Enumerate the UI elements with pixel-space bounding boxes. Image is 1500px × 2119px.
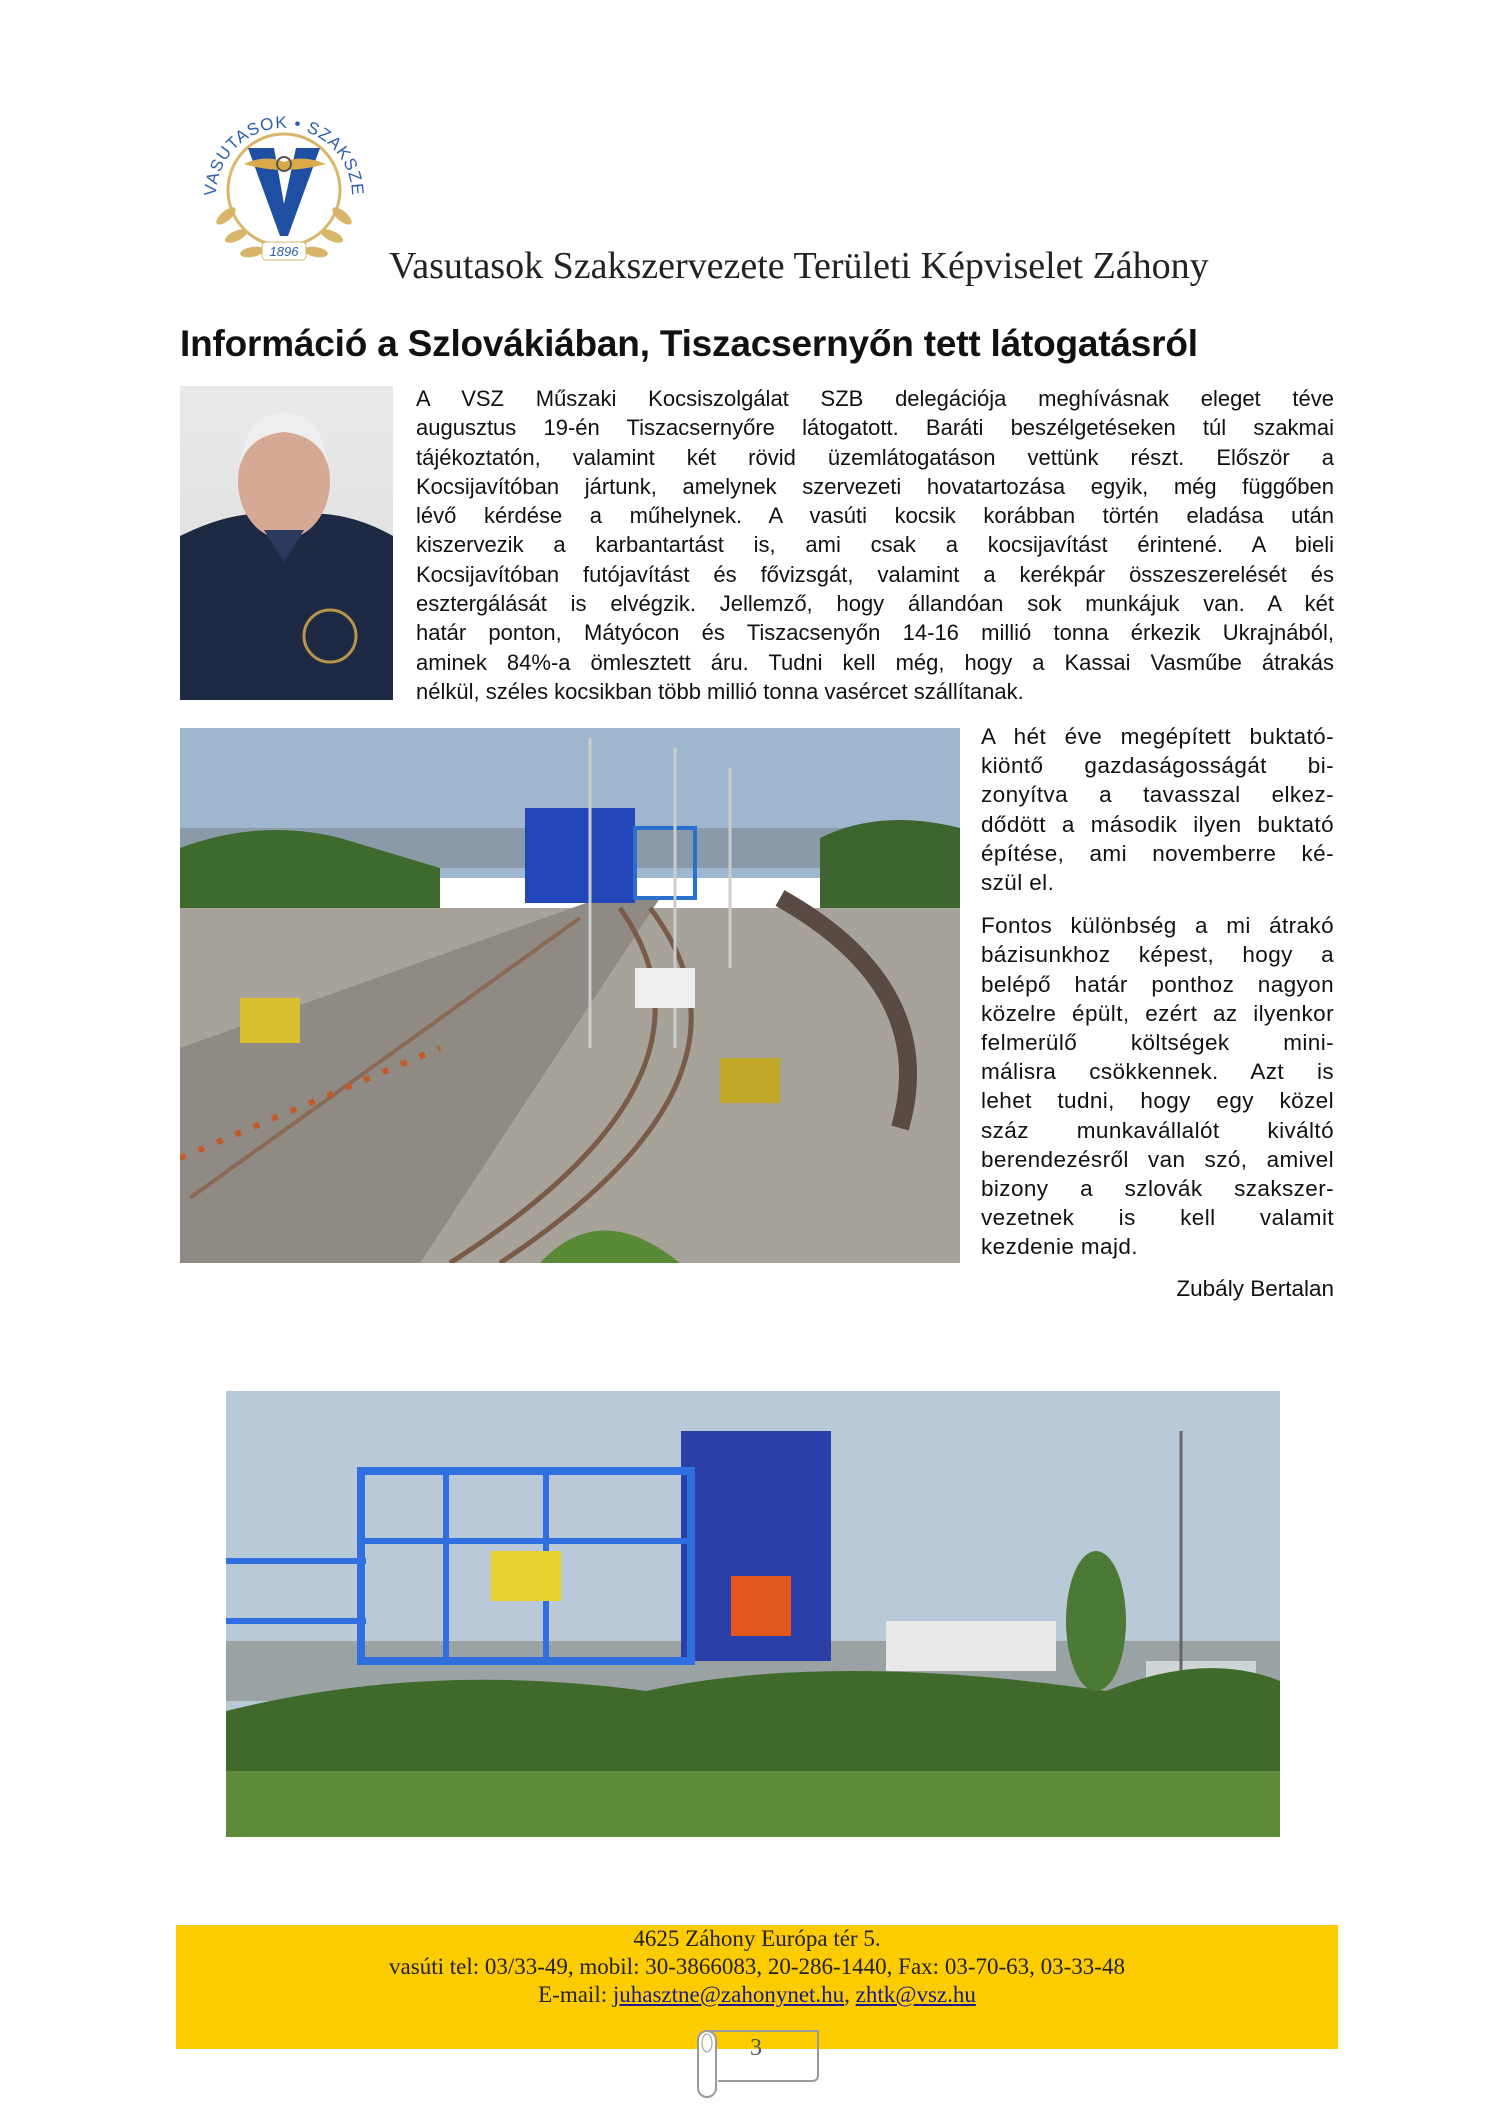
paragraph-difference [981, 911, 1334, 1261]
text-line: kezdenie majd. [981, 1234, 1138, 1260]
svg-text:1896: 1896 [269, 244, 299, 259]
text-line: dődött a második ilyen buktató [981, 811, 1334, 837]
svg-text:VASUTASOK • SZAKSZERVEZETE: VASUTASOK • SZAKSZE [200, 112, 368, 197]
text-line: felmerülő költségek mini- [981, 1030, 1334, 1056]
email-link-zhtk[interactable]: zhtk@vsz.hu [855, 1982, 976, 2007]
text-line: Kocsijavítóban jártunk, amelynek szervezeti hovatartozása egyik, még függőben [416, 473, 1334, 499]
separator: , [844, 1982, 856, 2007]
email-label: E-mail: [538, 1982, 613, 2007]
text-line: tájékoztatón, valamint két rövid üzemlátogatáson vettünk részt. Először a [416, 444, 1334, 470]
text-line: kiöntő gazdaságosságát bi- [981, 753, 1334, 779]
footer-phones: vasúti tel: 03/33-49, mobil: 30-3866083, 20-286-1440, Fax: 03-70-63, 03-33-48 [389, 1954, 1125, 1979]
text-line: bázisunkhoz képest, hogy a [981, 942, 1334, 968]
text-line: közelre épült, ezért az ilyenkor [981, 1000, 1334, 1026]
footer-email-row [176, 1981, 1338, 2009]
organization-name: Vasutasok Szakszervezete Területi Képviselet Záhony [389, 245, 1209, 287]
text-line: esztergálását is elvégzik. Jellemző, hogy állandóan sok munkájuk van. A két [416, 591, 1334, 617]
text-line: Fontos különbség a mi átrakó [981, 913, 1334, 939]
text-line: augusztus 19-én Tiszacsernyőre látogatott. Baráti beszélgetéseken túl szakmai [416, 415, 1334, 441]
text-line: berendezésről van szó, amivel [981, 1146, 1334, 1172]
text-line: száz munkavállalót kiváltó [981, 1117, 1334, 1143]
text-line: lehet tudni, hogy egy közel [981, 1088, 1334, 1114]
text-line: belépő határ ponthoz nagyon [981, 971, 1334, 997]
text-line: szül el. [981, 870, 1055, 896]
article-author: Zubály Bertalan [1176, 1276, 1334, 1301]
author-portrait-photo [180, 386, 393, 700]
article-sidebar-column [981, 722, 1334, 1262]
text-line: A VSZ Műszaki Kocsiszolgálat SZB delegációja meghívásnak eleget téve [416, 386, 1334, 411]
text-line: aminek 84%-a ömlesztett áru. Tudni kell még, hogy a Kassai Vasműbe átrakás [416, 649, 1334, 675]
article-paragraph-intro [416, 384, 1334, 706]
text-line: építése, ami novemberre ké- [981, 840, 1334, 866]
email-link-juhasztne[interactable]: juhasztne@zahonynet.hu [612, 1982, 845, 2007]
text-line: bizony a szlovák szakszer- [981, 1176, 1334, 1202]
page-number-scroll [692, 2023, 826, 2099]
rail-yard-photo [180, 728, 960, 1263]
text-line: lévő kérdése a műhelynek. A vasúti kocsik korábban történ eladása után [416, 503, 1334, 529]
footer-address: 4625 Záhony Európa tér 5. [633, 1926, 881, 1951]
article-title: Információ a Szlovákiában, Tiszacsernyőn tett látogatásról [180, 323, 1198, 364]
page-number: 3 [750, 2035, 762, 2061]
tipper-facility-photo [226, 1391, 1280, 1837]
text-line: A hét éve megépített buktató- [981, 724, 1334, 749]
text-line: vezetnek is kell valamit [981, 1205, 1334, 1231]
text-line: kiszervezik a karbantartást is, ami csak a kocsijavítást érintené. A bieli [416, 532, 1334, 558]
text-line: málisra csökkennek. Azt is [981, 1059, 1334, 1085]
text-line: zonyítva a tavasszal elkez- [981, 782, 1334, 808]
text-line: Kocsijavítóban futójavítást és fővizsgát, valamint a kerékpár összeszerelését és [416, 561, 1334, 587]
union-logo [186, 86, 378, 276]
text-line: határ ponton, Mátyócon és Tiszacsenyőn 14-16 millió tonna érkezik Ukrajnából, [416, 620, 1334, 646]
paragraph-buktato [981, 722, 1334, 897]
text-line: nélkül, széles kocsikban több millió tonna vasércet szállítanak. [416, 678, 1024, 704]
